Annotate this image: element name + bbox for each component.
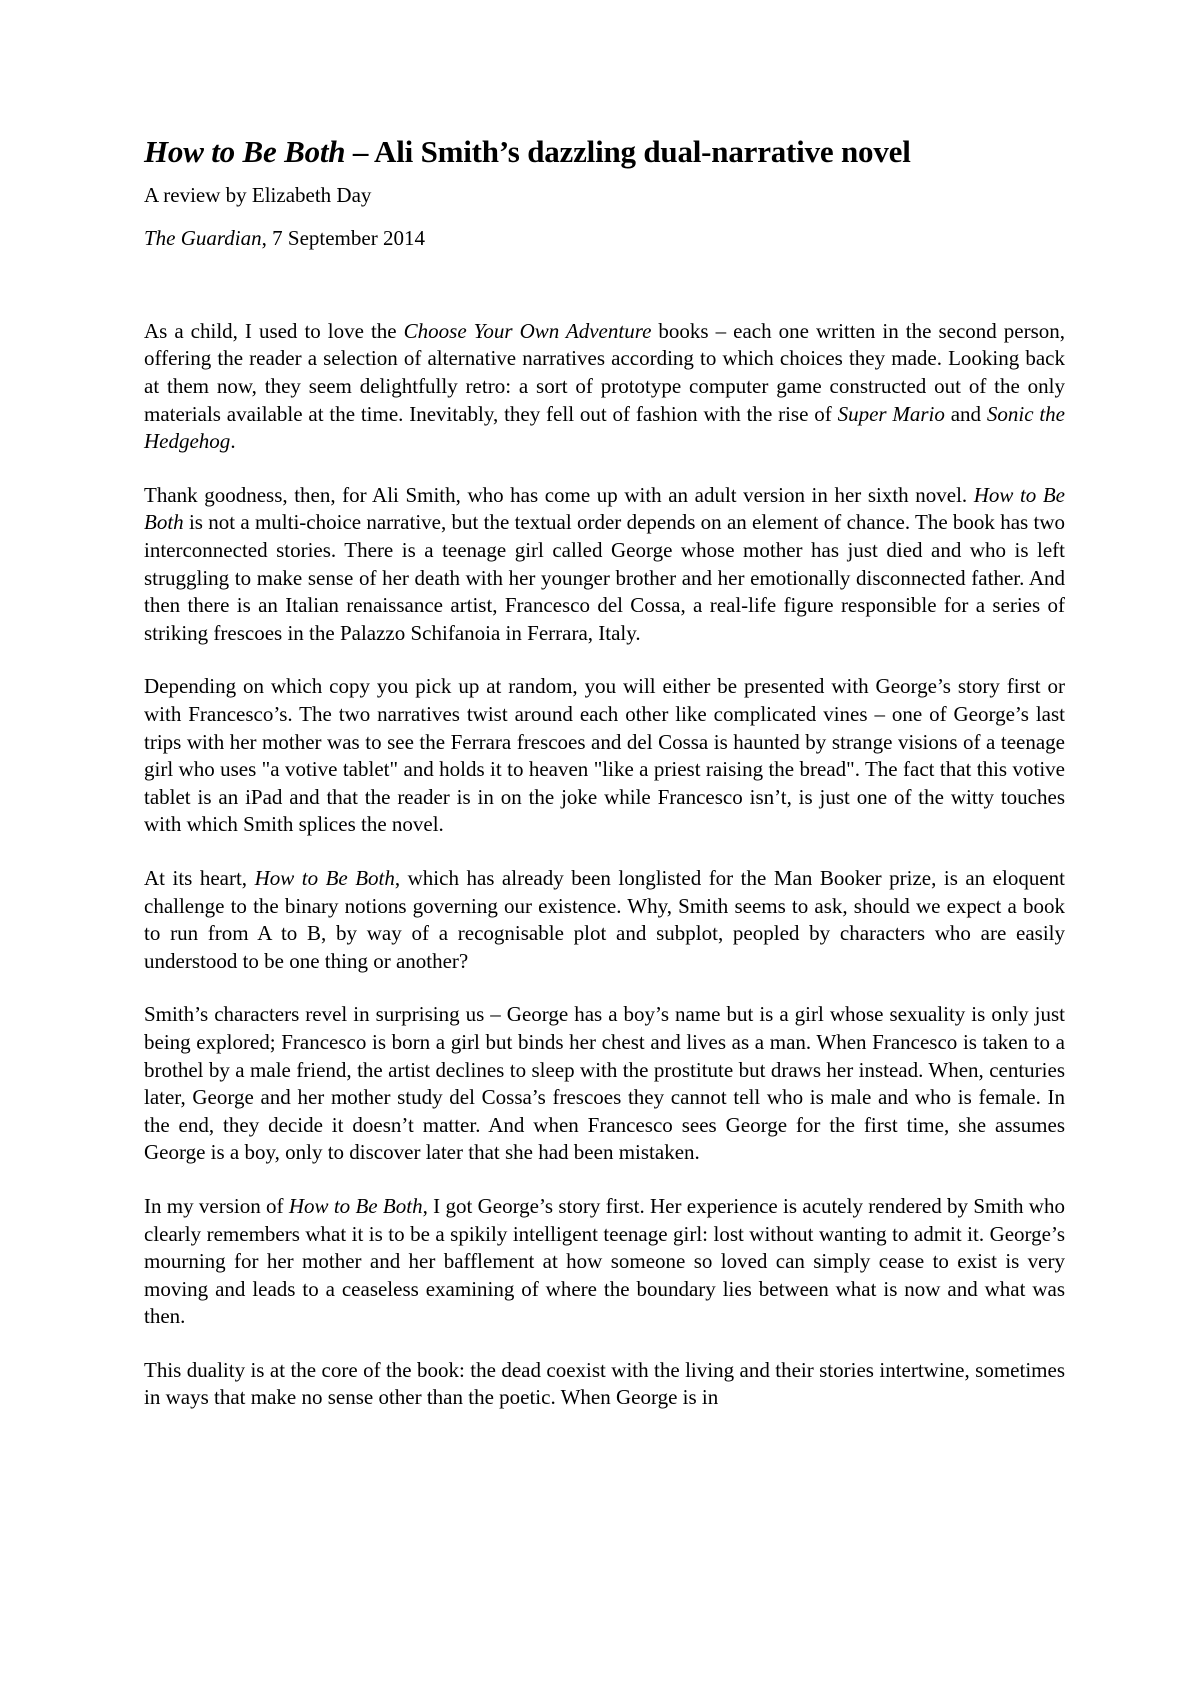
text-run: As a child, I used to love the bbox=[144, 318, 404, 343]
italic-title: Super Mario bbox=[837, 401, 945, 426]
title-book-name: How to Be Both bbox=[144, 134, 346, 169]
document-page bbox=[144, 132, 1065, 1412]
text-run: is not a multi-choice narrative, but the textual order depends on an element of chance. The book has two interconnected stories. There is a teenage girl called George whose mother has just died and who is left struggling to make sense of her death with her younger brother and her emotionally disconnected father. And then there is an Italian renaissance artist, Francesco del Cossa, a real-life figure responsible for a series of striking frescoes in the Palazzo Schifanoia in Ferrara, Italy. bbox=[144, 510, 1065, 645]
byline: A review by Elizabeth Day bbox=[144, 183, 372, 208]
paragraph-6 bbox=[144, 1193, 1065, 1331]
italic-title: How to Be Both bbox=[288, 1193, 423, 1218]
paragraph-7: This duality is at the core of the book: the dead coexist with the living and their stories intertwine, sometimes in ways that make no sense other than the poetic. When George is in bbox=[144, 1357, 1065, 1410]
text-run: , which has already been longlisted for the Man Booker prize, is an eloquent challenge to the binary notions governing our existence. Why, Smith seems to ask, should we expect a book to run from A to B, by way of a recognisable plot and subplot, peopled by characters who are easily understood to be one thing or another? bbox=[144, 865, 1065, 973]
title-subtitle: – Ali Smith’s dazzling dual-narrative novel bbox=[345, 134, 911, 169]
italic-title: Choose Your Own Adventure bbox=[403, 318, 652, 343]
paragraph-2 bbox=[144, 482, 1065, 648]
text-run: books – each one written in the second person, offering the reader a selection of alternative narratives according to which choices they made. Looking back at them now, they seem delightfully retro: a sort of prototype computer game constructed out of the only materials available at the time. Inevitably, they fell out of fashion with the rise of bbox=[144, 318, 1066, 426]
text-run: and bbox=[944, 401, 987, 426]
publication-line bbox=[144, 225, 1065, 252]
italic-title: Sonic the Hedgehog bbox=[144, 401, 1066, 454]
article-body bbox=[144, 318, 1065, 1412]
text-run: Thank goodness, then, for Ali Smith, who has come up with an adult version in her sixth novel. bbox=[144, 482, 974, 507]
text-run: In my version of bbox=[144, 1193, 289, 1218]
text-run: . bbox=[230, 429, 236, 454]
article-title bbox=[144, 132, 1065, 172]
paragraph-1 bbox=[144, 318, 1065, 456]
italic-title: How to Be Both bbox=[144, 482, 1066, 535]
text-run: At its heart, bbox=[144, 865, 255, 890]
text-run: , I got George’s story first. Her experience is acutely rendered by Smith who clearly remembers what it is to be a spikily intelligent teenage girl: lost without wanting to admit it. George’s mourning for her mother and her bafflement at how someone so loved can simply cease to exist is very moving and leads to a ceaseless examining of where the boundary lies between what is now and what was then. bbox=[144, 1193, 1065, 1329]
paragraph-4 bbox=[144, 865, 1065, 975]
publication-name: The Guardian bbox=[144, 225, 262, 250]
italic-title: How to Be Both bbox=[254, 865, 395, 890]
publication-date: , 7 September 2014 bbox=[261, 225, 425, 250]
paragraph-5: Smith’s characters revel in surprising us – George has a boy’s name but is a girl whose sexuality is only just being explored; Francesco is born a girl but binds her chest and lives as a man. When Francesco is taken to a brothel by a male friend, the artist declines to sleep with the prostitute but draws her instead. When, centuries later, George and her mother study del Cossa’s frescoes they cannot tell who is male and who is female. In the end, they decide it doesn’t matter. And when Francesco sees George for the first time, she assumes George is a boy, only to discover later that she had been mistaken. bbox=[144, 1002, 1065, 1165]
paragraph-3: Depending on which copy you pick up at random, you will either be presented with George’s story first or with Francesco’s. The two narratives twist around each other like complicated vines – one of George’s last trips with her mother was to see the Ferrara frescoes and del Cossa is haunted by strange visions of a teenage girl who uses "a votive tablet" and holds it to heaven "like a priest raising the bread". The fact that this votive tablet is an iPad and that the reader is in on the joke while Francesco isn’t, is just one of the witty touches with which Smith splices the novel. bbox=[144, 674, 1065, 837]
